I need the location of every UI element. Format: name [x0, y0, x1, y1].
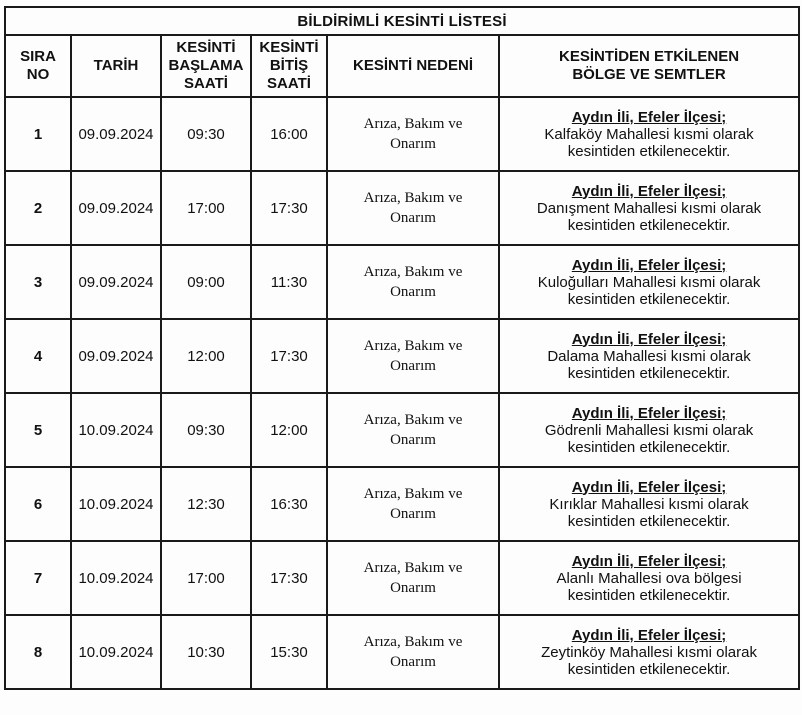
- row-reason: Arıza, Bakım ve Onarım: [327, 615, 499, 689]
- region-line: Gödrenli Mahallesi kısmi olarak: [544, 421, 754, 439]
- row-number: 7: [5, 541, 71, 615]
- header-tarih: TARİH: [71, 35, 161, 97]
- region-title: Aydın İli, Efeler İlçesi;: [571, 108, 727, 126]
- header-baslama-saati: KESİNTİ BAŞLAMA SAATİ: [161, 35, 251, 97]
- row-region: [499, 615, 799, 689]
- row-end-time: 12:00: [251, 393, 327, 467]
- region-line: kesintiden etkilenecektir.: [567, 438, 731, 456]
- row-number: 6: [5, 467, 71, 541]
- table-row: [5, 319, 799, 393]
- header-kesinti-nedeni: KESİNTİ NEDENİ: [327, 35, 499, 97]
- row-start-time: 12:30: [161, 467, 251, 541]
- row-reason: Arıza, Bakım ve Onarım: [327, 97, 499, 171]
- region-title: Aydın İli, Efeler İlçesi;: [571, 330, 727, 348]
- row-number: 5: [5, 393, 71, 467]
- row-date: 10.09.2024: [71, 541, 161, 615]
- row-start-time: 09:30: [161, 393, 251, 467]
- row-date: 09.09.2024: [71, 97, 161, 171]
- row-number: 2: [5, 171, 71, 245]
- row-date: 09.09.2024: [71, 319, 161, 393]
- row-end-time: 17:30: [251, 319, 327, 393]
- row-reason: Arıza, Bakım ve Onarım: [327, 171, 499, 245]
- row-end-time: 16:30: [251, 467, 327, 541]
- row-start-time: 09:30: [161, 97, 251, 171]
- region-line: Zeytinköy Mahallesi kısmi olarak: [541, 643, 757, 661]
- region-line: Danışment Mahallesi kısmi olarak: [536, 199, 762, 217]
- row-reason: Arıza, Bakım ve Onarım: [327, 541, 499, 615]
- table-row: [5, 171, 799, 245]
- row-date: 10.09.2024: [71, 467, 161, 541]
- region-title: Aydın İli, Efeler İlçesi;: [571, 626, 727, 644]
- row-start-time: 12:00: [161, 319, 251, 393]
- table-row: [5, 97, 799, 171]
- row-number: 1: [5, 97, 71, 171]
- table-row: [5, 393, 799, 467]
- region-line: kesintiden etkilenecektir.: [567, 512, 731, 530]
- row-region: [499, 319, 799, 393]
- row-region: [499, 393, 799, 467]
- row-end-time: 11:30: [251, 245, 327, 319]
- row-reason: Arıza, Bakım ve Onarım: [327, 393, 499, 467]
- region-title: Aydın İli, Efeler İlçesi;: [571, 182, 727, 200]
- table-row: [5, 245, 799, 319]
- region-title: Aydın İli, Efeler İlçesi;: [571, 552, 727, 570]
- row-region: [499, 171, 799, 245]
- row-number: 3: [5, 245, 71, 319]
- region-title: Aydın İli, Efeler İlçesi;: [571, 256, 727, 274]
- region-line: kesintiden etkilenecektir.: [567, 290, 731, 308]
- row-region: [499, 245, 799, 319]
- row-date: 10.09.2024: [71, 393, 161, 467]
- region-title: Aydın İli, Efeler İlçesi;: [571, 478, 727, 496]
- row-start-time: 10:30: [161, 615, 251, 689]
- row-region: [499, 97, 799, 171]
- table-title: BİLDİRİMLİ KESİNTİ LİSTESİ: [5, 7, 799, 35]
- row-start-time: 17:00: [161, 171, 251, 245]
- region-line: Kuloğulları Mahallesi kısmi olarak: [537, 273, 761, 291]
- row-end-time: 17:30: [251, 541, 327, 615]
- row-number: 8: [5, 615, 71, 689]
- region-line: Alanlı Mahallesi ova bölgesi: [556, 569, 742, 587]
- row-start-time: 09:00: [161, 245, 251, 319]
- row-reason: Arıza, Bakım ve Onarım: [327, 319, 499, 393]
- row-end-time: 15:30: [251, 615, 327, 689]
- table-row: [5, 615, 799, 689]
- row-start-time: 17:00: [161, 541, 251, 615]
- row-reason: Arıza, Bakım ve Onarım: [327, 467, 499, 541]
- row-reason: Arıza, Bakım ve Onarım: [327, 245, 499, 319]
- region-line: kesintiden etkilenecektir.: [567, 660, 731, 678]
- table-body: [5, 97, 799, 689]
- table-row: [5, 541, 799, 615]
- region-line: Dalama Mahallesi kısmi olarak: [547, 347, 751, 365]
- row-region: [499, 541, 799, 615]
- row-region: [499, 467, 799, 541]
- row-number: 4: [5, 319, 71, 393]
- row-date: 10.09.2024: [71, 615, 161, 689]
- region-title: Aydın İli, Efeler İlçesi;: [571, 404, 727, 422]
- table-row: [5, 467, 799, 541]
- header-etkilenen-bolge: KESİNTİDEN ETKİLENEN BÖLGE VE SEMTLER: [499, 35, 799, 97]
- row-date: 09.09.2024: [71, 171, 161, 245]
- region-line: kesintiden etkilenecektir.: [567, 142, 731, 160]
- row-end-time: 17:30: [251, 171, 327, 245]
- region-line: kesintiden etkilenecektir.: [567, 216, 731, 234]
- region-line: kesintiden etkilenecektir.: [567, 586, 731, 604]
- header-bitis-saati: KESİNTİ BİTİŞ SAATİ: [251, 35, 327, 97]
- outage-table: [4, 6, 800, 690]
- region-line: Kırıklar Mahallesi kısmi olarak: [549, 495, 749, 513]
- region-line: kesintiden etkilenecektir.: [567, 364, 731, 382]
- row-end-time: 16:00: [251, 97, 327, 171]
- region-line: Kalfaköy Mahallesi kısmi olarak: [544, 125, 754, 143]
- header-sira-no: SIRA NO: [5, 35, 71, 97]
- row-date: 09.09.2024: [71, 245, 161, 319]
